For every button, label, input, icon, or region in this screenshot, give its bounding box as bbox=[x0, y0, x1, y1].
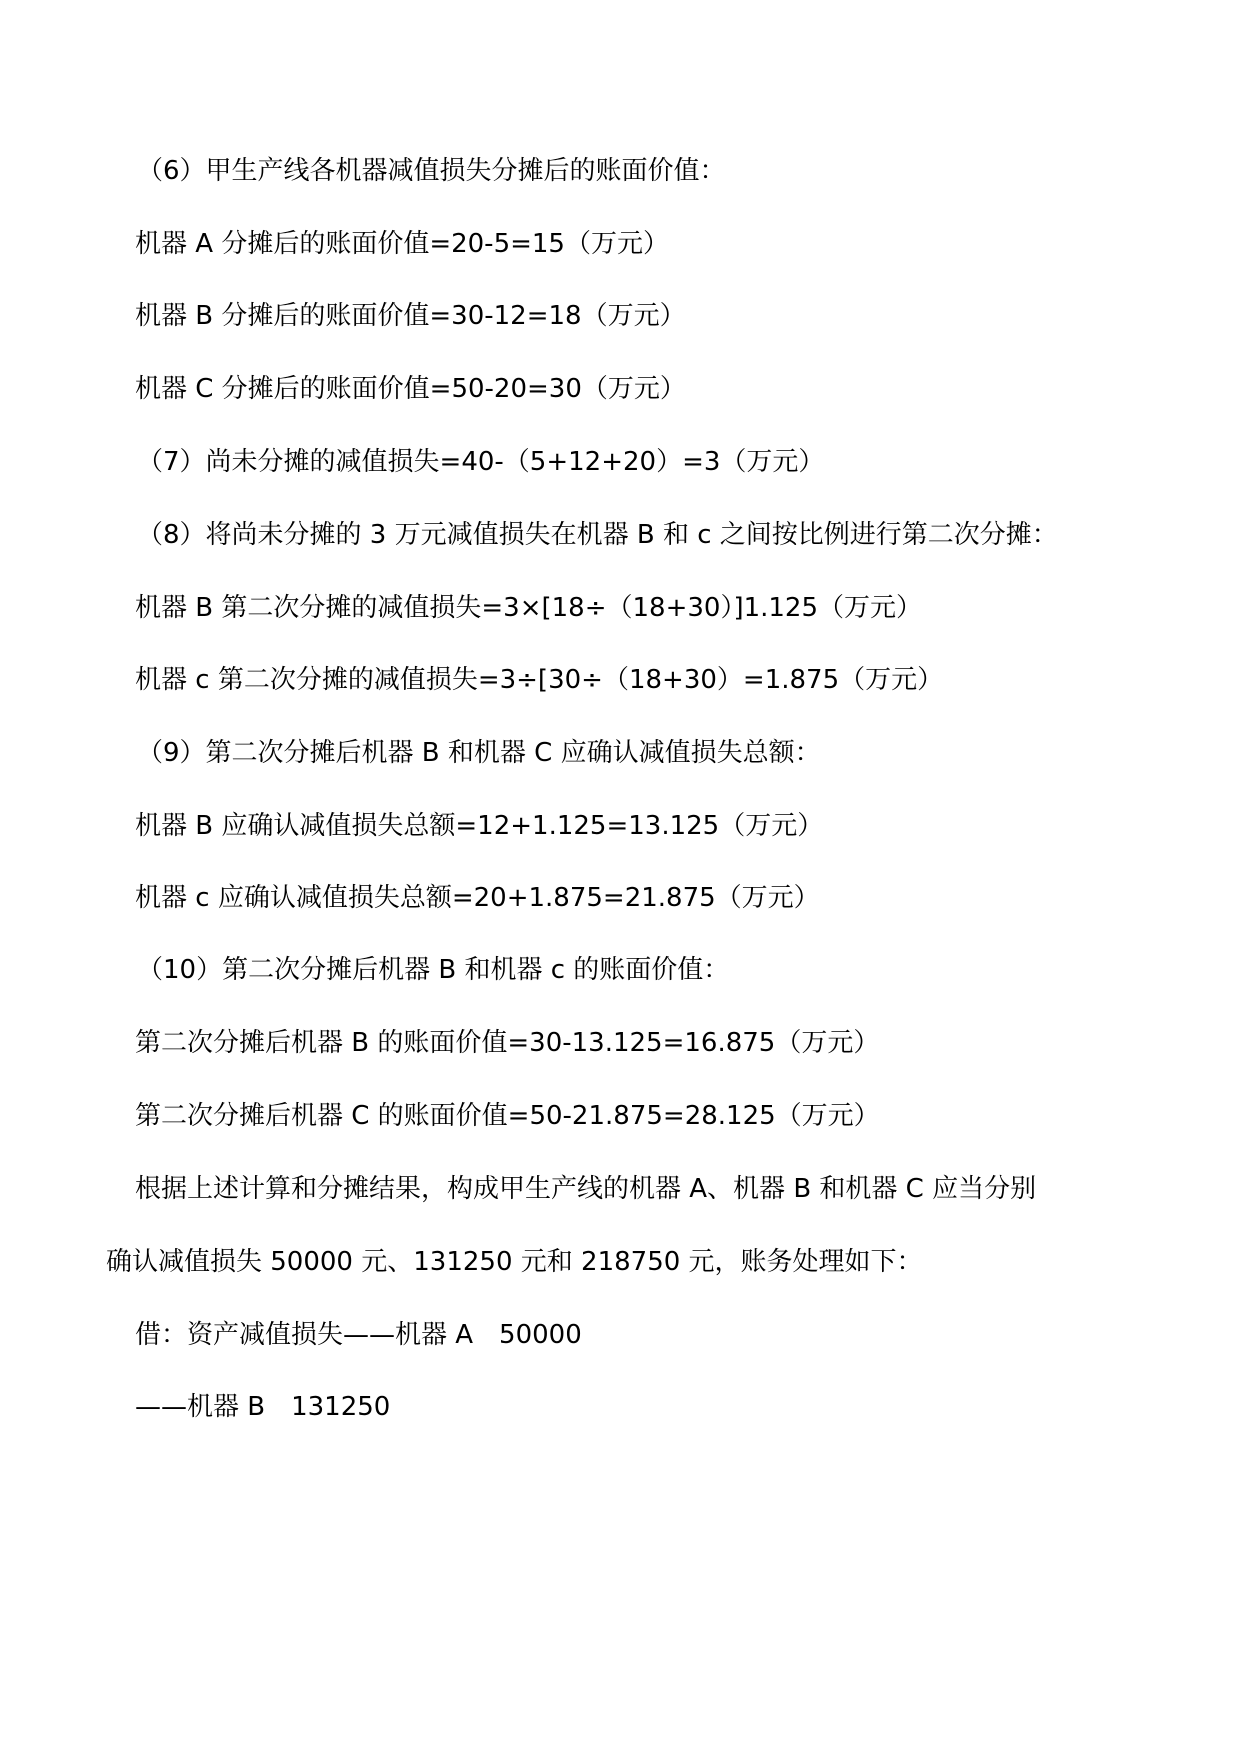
section-6-heading: （6）甲生产线各机器减值损失分摊后的账面价值： bbox=[137, 156, 726, 186]
section-8-heading: （8）将尚未分摊的 3 万元减值损失在机器 B 和 c 之间按比例进行第二次分摊： bbox=[137, 520, 1058, 550]
machine-a-book-value: 机器 A 分摊后的账面价值=20-5=15（万元） bbox=[135, 229, 669, 259]
section-7-unallocated-loss: （7）尚未分摊的减值损失=40-（5+12+20）=3（万元） bbox=[137, 447, 825, 477]
machine-b-total-loss: 机器 B 应确认减值损失总额=12+1.125=13.125（万元） bbox=[135, 811, 824, 841]
machine-b-second-allocation: 机器 B 第二次分摊的减值损失=3×[18÷（18+30）]1.125（万元） bbox=[135, 593, 923, 623]
summary-paragraph-line-1: 根据上述计算和分摊结果，构成甲生产线的机器 A、机器 B 和机器 C 应当分别 bbox=[135, 1174, 1037, 1204]
machine-b-final-book-value: 第二次分摊后机器 B 的账面价值=30-13.125=16.875（万元） bbox=[135, 1028, 880, 1058]
machine-c-book-value: 机器 C 分摊后的账面价值=50-20=30（万元） bbox=[135, 374, 686, 404]
machine-c-total-loss: 机器 c 应确认减值损失总额=20+1.875=21.875（万元） bbox=[135, 883, 820, 913]
section-10-heading: （10）第二次分摊后机器 B 和机器 c 的账面价值： bbox=[137, 955, 730, 985]
machine-c-final-book-value: 第二次分摊后机器 C 的账面价值=50-21.875=28.125（万元） bbox=[135, 1101, 880, 1131]
journal-entry-debit-a: 借：资产减值损失——机器 A 50000 bbox=[135, 1320, 582, 1350]
journal-entry-debit-b: ——机器 B 131250 bbox=[135, 1392, 391, 1422]
summary-paragraph-line-2: 确认减值损失 50000 元、131250 元和 218750 元，账务处理如下： bbox=[106, 1247, 923, 1277]
section-9-heading: （9）第二次分摊后机器 B 和机器 C 应确认减值损失总额： bbox=[137, 738, 821, 768]
machine-b-book-value: 机器 B 分摊后的账面价值=30-12=18（万元） bbox=[135, 301, 686, 331]
machine-c-second-allocation: 机器 c 第二次分摊的减值损失=3÷[30÷（18+30）=1.875（万元） bbox=[135, 665, 944, 695]
